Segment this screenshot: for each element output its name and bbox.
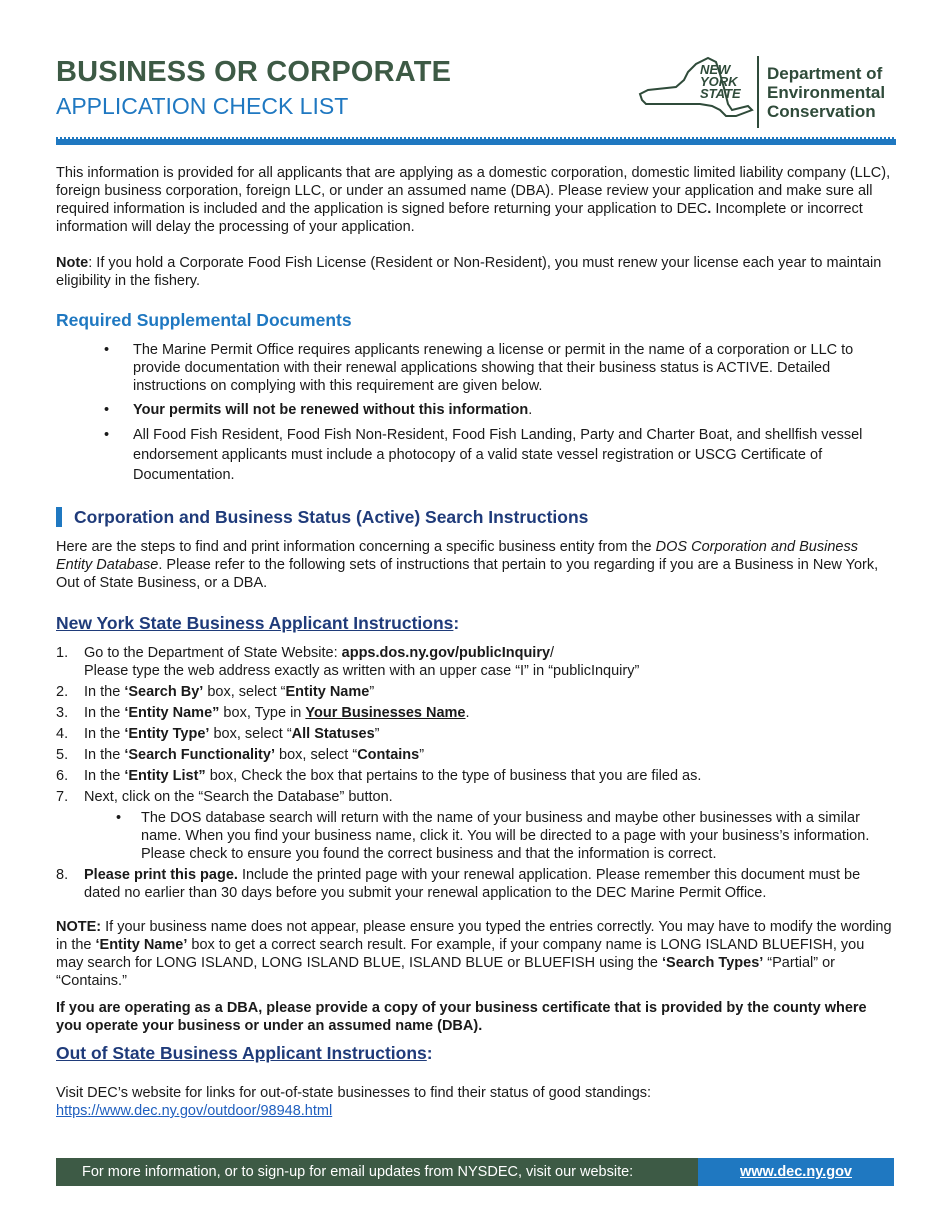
header-rule <box>56 139 896 145</box>
step-text: ” <box>374 726 380 742</box>
step-item <box>56 704 894 722</box>
intro-text-tail: Incomplete or incorrect information will delay the processing of your application. <box>56 201 863 235</box>
note-text: If your business name does not appear, please ensure you typed the entries correctly. You may have to modify the wording in the <box>56 919 892 953</box>
step-number: 3. <box>56 705 69 721</box>
nys-steps <box>56 644 894 905</box>
note-paragraph <box>56 254 894 290</box>
step-text: box, select “ <box>203 684 286 700</box>
dba-notice: If you are operating as a DBA, please provide a copy of your business certificate that is provided by the county where you operate your business or under an assumed name (DBA). <box>56 1000 867 1034</box>
logo-word-new: NEW <box>700 62 731 77</box>
dos-database-name: DOS Corporation and Business Entity Database <box>56 539 858 573</box>
required-heading: Required Supplemental Documents <box>56 310 352 330</box>
heading-accent-bar <box>56 507 62 527</box>
search-intro <box>56 538 894 592</box>
oos-link[interactable]: https://www.dec.ny.gov/outdoor/98948.html <box>56 1103 333 1119</box>
footer-text: For more information, or to sign-up for email updates from NYSDEC, visit our website: <box>82 1164 634 1180</box>
step-bold: Entity Name <box>285 684 370 700</box>
note-text: : If you hold a Corporate Food Fish License (Resident or Non-Resident), you must renew your license each year to maintain eligibility in the fishery. <box>56 255 882 289</box>
step-item <box>56 788 894 863</box>
page-title: BUSINESS OR CORPORATE <box>56 56 452 88</box>
bullet-text: All Food Fish Resident, Food Fish Non-Resident, Food Fish Landing, Party and Charter Boat, and shellfish vessel endorsement applicants must include a photocopy of a valid state vessel registration or USCG Certificate of Documentation. <box>133 427 863 483</box>
step-text: In the <box>84 705 125 721</box>
search-note <box>56 918 894 1035</box>
step-text: In the <box>84 726 125 742</box>
step-text: Go to the Department of State Website: <box>84 645 342 661</box>
intro-text: This information is provided for all applicants that are applying as a domestic corporation, domestic limited liability company (LLC), foreign business corporation, foreign LLC, or under an assumed name (DBA). Please review your application and make sure all required information is included and the application is signed before returning your application to DEC <box>56 165 891 217</box>
step-text: ” <box>369 684 375 700</box>
step-number: 1. <box>56 645 69 661</box>
step-text: Include the printed page with your renewal application. Please remember this document must be dated no earlier than 30 days before you submit your renewal application to the DEC Marine Permit Office. <box>84 867 861 901</box>
step-number: 2. <box>56 684 69 700</box>
list-item <box>56 401 894 419</box>
step-text: . <box>465 705 470 721</box>
oos-heading <box>56 1043 894 1064</box>
intro-bold-period: . <box>707 201 712 217</box>
list-item <box>56 341 894 395</box>
intro-paragraph <box>56 164 894 236</box>
step-item <box>56 767 894 785</box>
step-item <box>56 683 894 701</box>
nysdec-logo <box>636 54 898 130</box>
intro-section <box>56 164 894 290</box>
step-text: In the <box>84 747 125 763</box>
step-bold: ‘Search Functionality’ <box>124 747 275 763</box>
logo-word-york: YORK <box>700 74 738 89</box>
step-item <box>56 644 894 680</box>
step-text: Next, click on the “Search the Database” button. <box>84 789 393 805</box>
step-bold: ‘Entity Name” <box>124 705 220 721</box>
oos-text: Visit DEC’s website for links for out-of-state businesses to find their status of good standings: <box>56 1085 652 1101</box>
search-note-paragraph <box>56 918 894 990</box>
bullet-text: The Marine Permit Office requires applicants renewing a license or permit in the name of a corporation or LLC to provide documentation with their renewal applications showing that their business status is ACTIVE. Detailed instructions on complying with this requirement are given below. <box>133 342 854 394</box>
step-item <box>56 725 894 743</box>
search-intro-text: Here are the steps to find and print information concerning a specific business entity from the <box>56 539 656 555</box>
footer-website-link[interactable]: www.dec.ny.gov <box>698 1158 894 1186</box>
step-number: 6. <box>56 768 69 784</box>
note-bold: ‘Search Types’ <box>662 955 764 971</box>
step-text: box, select “ <box>209 726 292 742</box>
step-number: 5. <box>56 747 69 763</box>
step-text: In the <box>84 684 125 700</box>
list-item <box>56 425 894 485</box>
nys-heading <box>56 613 894 634</box>
note-text: box to get a correct search result. For example, if your company name is LONG ISLAND BLUEFISH, you may search for LONG ISLAND, LONG ISLAND BLUE, ISLAND BLUE or BLUEFISH using the <box>56 937 865 971</box>
note-label: NOTE: <box>56 919 102 935</box>
search-heading-text: Corporation and Business Status (Active) Search Instructions <box>74 507 589 527</box>
step-item <box>56 866 894 902</box>
step-number: 8. <box>56 867 69 883</box>
step-item <box>56 746 894 764</box>
nys-heading-text: New York State Business Applicant Instructions <box>56 613 454 633</box>
search-heading <box>56 507 894 528</box>
oos-section <box>56 1084 894 1120</box>
bullet-bold-text: Your permits will not be renewed without this information <box>133 402 529 418</box>
step-bold: ‘Entity Type’ <box>124 726 210 742</box>
step-bold: ‘Search By’ <box>124 684 204 700</box>
dos-url: apps.dos.ny.gov/publicInquiry <box>341 645 551 661</box>
logo-dept-line3: Conservation <box>767 102 876 121</box>
bullet-text: . <box>528 402 533 418</box>
note-text: “Partial” or “Contains.” <box>56 955 835 989</box>
step-text: box, select “ <box>274 747 358 763</box>
step-bold: Please print this page. <box>84 867 238 883</box>
step-text: / <box>550 645 555 661</box>
step-text: box, Type in <box>219 705 306 721</box>
oos-heading-text: Out of State Business Applicant Instructions <box>56 1043 427 1063</box>
oos-heading-colon: : <box>426 1043 433 1063</box>
step-text: In the <box>84 768 125 784</box>
note-bold: ‘Entity Name’ <box>95 937 188 953</box>
step-number: 4. <box>56 726 69 742</box>
logo-dept-line2: Environmental <box>767 83 886 102</box>
step-bold: Contains <box>357 747 420 763</box>
footer-bar <box>56 1158 894 1186</box>
logo-divider <box>757 56 759 128</box>
step-text: box, Check the box that pertains to the type of business that you are filed as. <box>205 768 702 784</box>
logo-word-state: STATE <box>700 86 741 101</box>
logo-dept-line1: Department of <box>767 64 883 83</box>
nys-heading-colon: : <box>453 613 460 633</box>
step-number: 7. <box>56 789 69 805</box>
step-sub-bullet: • The DOS database search will return with the name of your business and maybe other businesses with a similar name. When you find your business name, click it. You will be directed to a page with your business’s information. Please check to ensure you found the correct business and that the information is correct. <box>84 809 894 863</box>
step-bold: All Statuses <box>291 726 375 742</box>
step-bold: ‘Entity List” <box>124 768 206 784</box>
step-text: Please type the web address exactly as written with an upper case “I” in “publicInquiry” <box>84 663 640 679</box>
note-label: Note <box>56 255 89 271</box>
page-subtitle: APPLICATION CHECK LIST <box>56 93 349 119</box>
step-bold: Your Businesses Name <box>305 705 466 721</box>
step-text: ” <box>419 747 425 763</box>
required-list <box>56 341 894 485</box>
search-intro-text-tail: . Please refer to the following sets of instructions that pertain to you regarding if you are a Business in New York, Out of State Business, or a DBA. <box>56 557 879 591</box>
